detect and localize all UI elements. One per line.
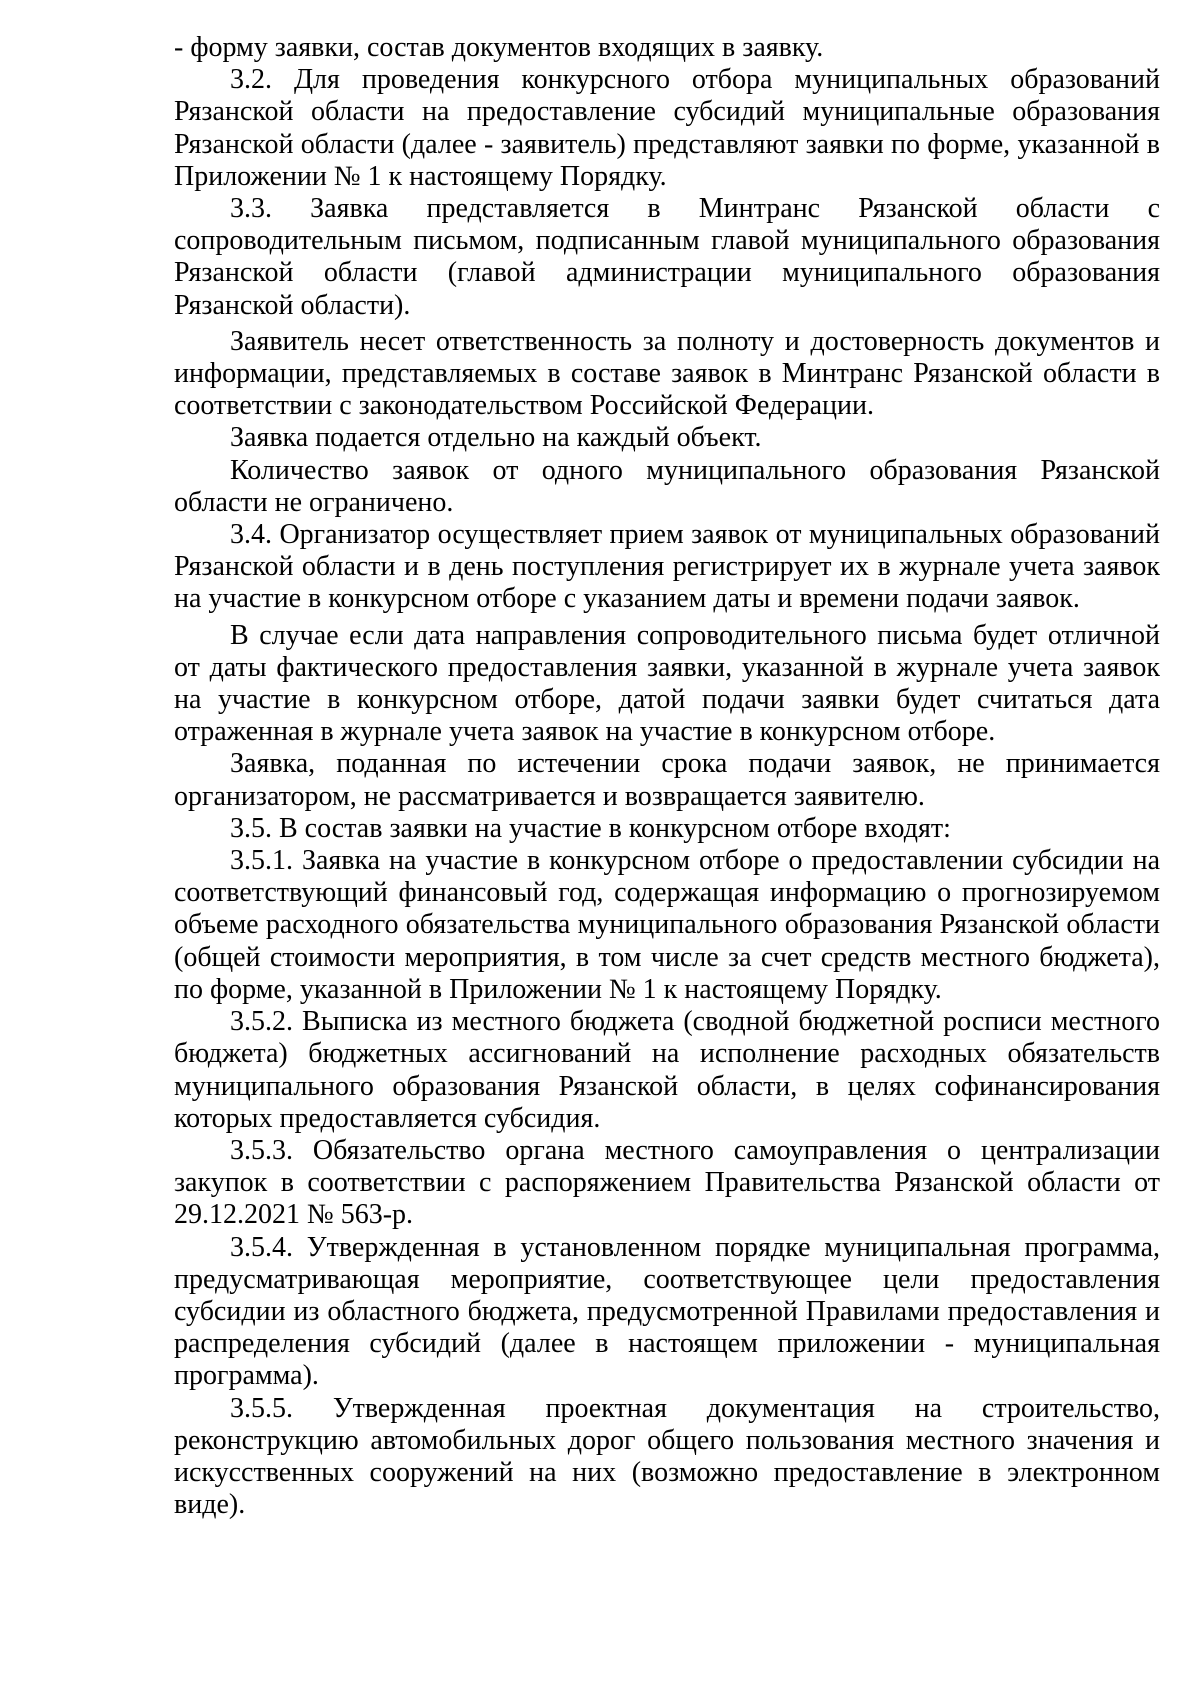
paragraph-unlimited-count: Количество заявок от одного муниципального образования Рязанской области не ограничено. xyxy=(174,454,1160,518)
document-page xyxy=(174,32,1160,1521)
paragraph-3-5-1: 3.5.1. Заявка на участие в конкурсном отборе о предоставлении субсидии на соответствующий финансовый год, содержащая информацию о прогнозируемом объеме расходного обязательства муниципального образования Рязанской области (общей стоимости мероприятия, в том числе за счет средств местного бюджета), по форме, указанной в Приложении № 1 к настоящему Порядку. xyxy=(174,845,1160,1005)
paragraph-3-2: 3.2. Для проведения конкурсного отбора муниципальных образований Рязанской области на предоставление субсидий муниципальные образования Рязанской области (далее - заявитель) представляют заявки по форме, указанной в Приложении № 1 к настоящему Порядку. xyxy=(174,64,1160,192)
paragraph-late-application: Заявка, поданная по истечении срока подачи заявок, не принимается организатором, не рассматривается и возвращается заявителю. xyxy=(174,748,1160,812)
paragraph-form-item: - форму заявки, состав документов входящих в заявку. xyxy=(174,32,824,63)
paragraph-per-object: Заявка подается отдельно на каждый объект. xyxy=(230,422,762,454)
paragraph-3-5-3: 3.5.3. Обязательство органа местного самоуправления о централизации закупок в соответствии с распоряжением Правительства Рязанской области от 29.12.2021 № 563-р. xyxy=(174,1134,1160,1231)
paragraph-3-5-4: 3.5.4. Утвержденная в установленном порядке муниципальная программа, предусматривающая мероприятие, соответствующее цели предоставления субсидии из областного бюджета, предусмотренной Правилами предоставления и распределения субсидий (далее в настоящем приложении - муниципальная программа). xyxy=(174,1231,1160,1392)
paragraph-3-5-5: 3.5.5. Утвержденная проектная документация на строительство, реконструкцию автомобильных дорог общего пользования местного значения и искусственных сооружений на них (возможно предоставление в электронном виде). xyxy=(174,1392,1160,1521)
paragraph-date-difference: В случае если дата направления сопроводительного письма будет отличной от даты фактического предоставления заявки, указанной в журнале учета заявок на участие в конкурсном отборе, датой подачи заявки будет считаться дата отраженная в журнале учета заявок на участие в конкурсном отборе. xyxy=(174,619,1160,748)
paragraph-3-5-2: 3.5.2. Выписка из местного бюджета (сводной бюджетной росписи местного бюджета) бюджетных ассигнований на исполнение расходных обязательств муниципального образования Рязанской области, в целях софинансирования которых предоставляется субсидия. xyxy=(174,1006,1160,1134)
paragraph-3-3: 3.3. Заявка представляется в Минтранс Рязанской области с сопроводительным письмом, подписанным главой муниципального образования Рязанской области (главой администрации муниципального образования Рязанской области). xyxy=(174,193,1160,321)
paragraph-3-5: 3.5. В состав заявки на участие в конкурсном отборе входят: xyxy=(230,812,951,844)
paragraph-applicant-responsibility: Заявитель несет ответственность за полноту и достоверность документов и информации, представляемых в составе заявок в Минтранс Рязанской области в соответствии с законодательством Российской Федерации. xyxy=(174,325,1160,422)
paragraph-3-4: 3.4. Организатор осуществляет прием заявок от муниципальных образований Рязанской области и в день поступления регистрирует их в журнале учета заявок на участие в конкурсном отборе с указанием даты и времени подачи заявок. xyxy=(174,519,1160,615)
